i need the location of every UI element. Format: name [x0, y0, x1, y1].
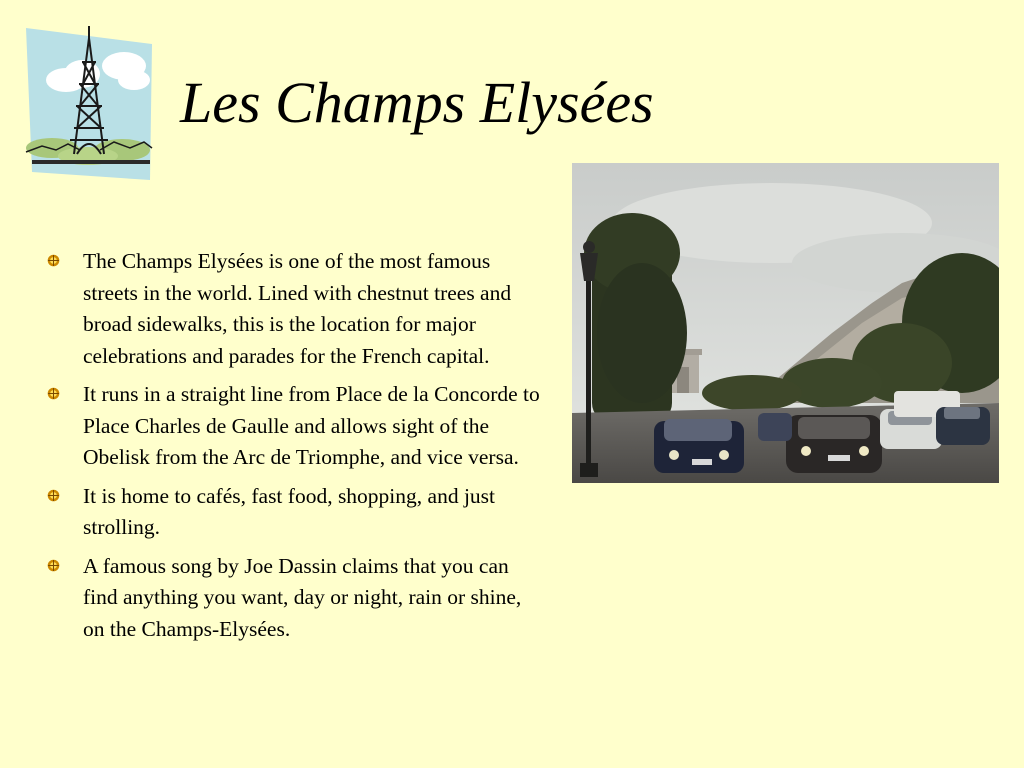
champs-elysees-photo: [572, 163, 999, 483]
bullet-list: [44, 246, 544, 652]
bullet-item: [44, 379, 544, 474]
bullet-disc-icon: [47, 489, 60, 502]
bullet-text: The Champs Elysées is one of the most famous streets in the world. Lined with chestnut trees and broad sidewalks, this is the location for major celebrations and parades for the French capital.: [83, 249, 512, 368]
bullet-disc-icon: [47, 559, 60, 572]
bullet-text: A famous song by Joe Dassin claims that you can find anything you want, day or night, rain or shine, on the Champs-Elysées.: [83, 553, 522, 641]
bullet-text: It is home to cafés, fast food, shopping, and just strolling.: [83, 483, 496, 539]
slide-title: Les Champs Elysées: [180, 70, 654, 135]
bullet-text: It runs in a straight line from Place de la Concorde to Place Charles de Gaulle and allows sight of the Obelisk from the Arc de Triomphe, and vice versa.: [83, 382, 540, 469]
bullet-item: [44, 481, 544, 544]
bullet-disc-icon: [47, 254, 60, 267]
eiffel-tower-icon: [22, 22, 154, 182]
bullet-item: [44, 551, 544, 646]
bullet-disc-icon: [47, 387, 60, 400]
bullet-item: [44, 246, 544, 372]
